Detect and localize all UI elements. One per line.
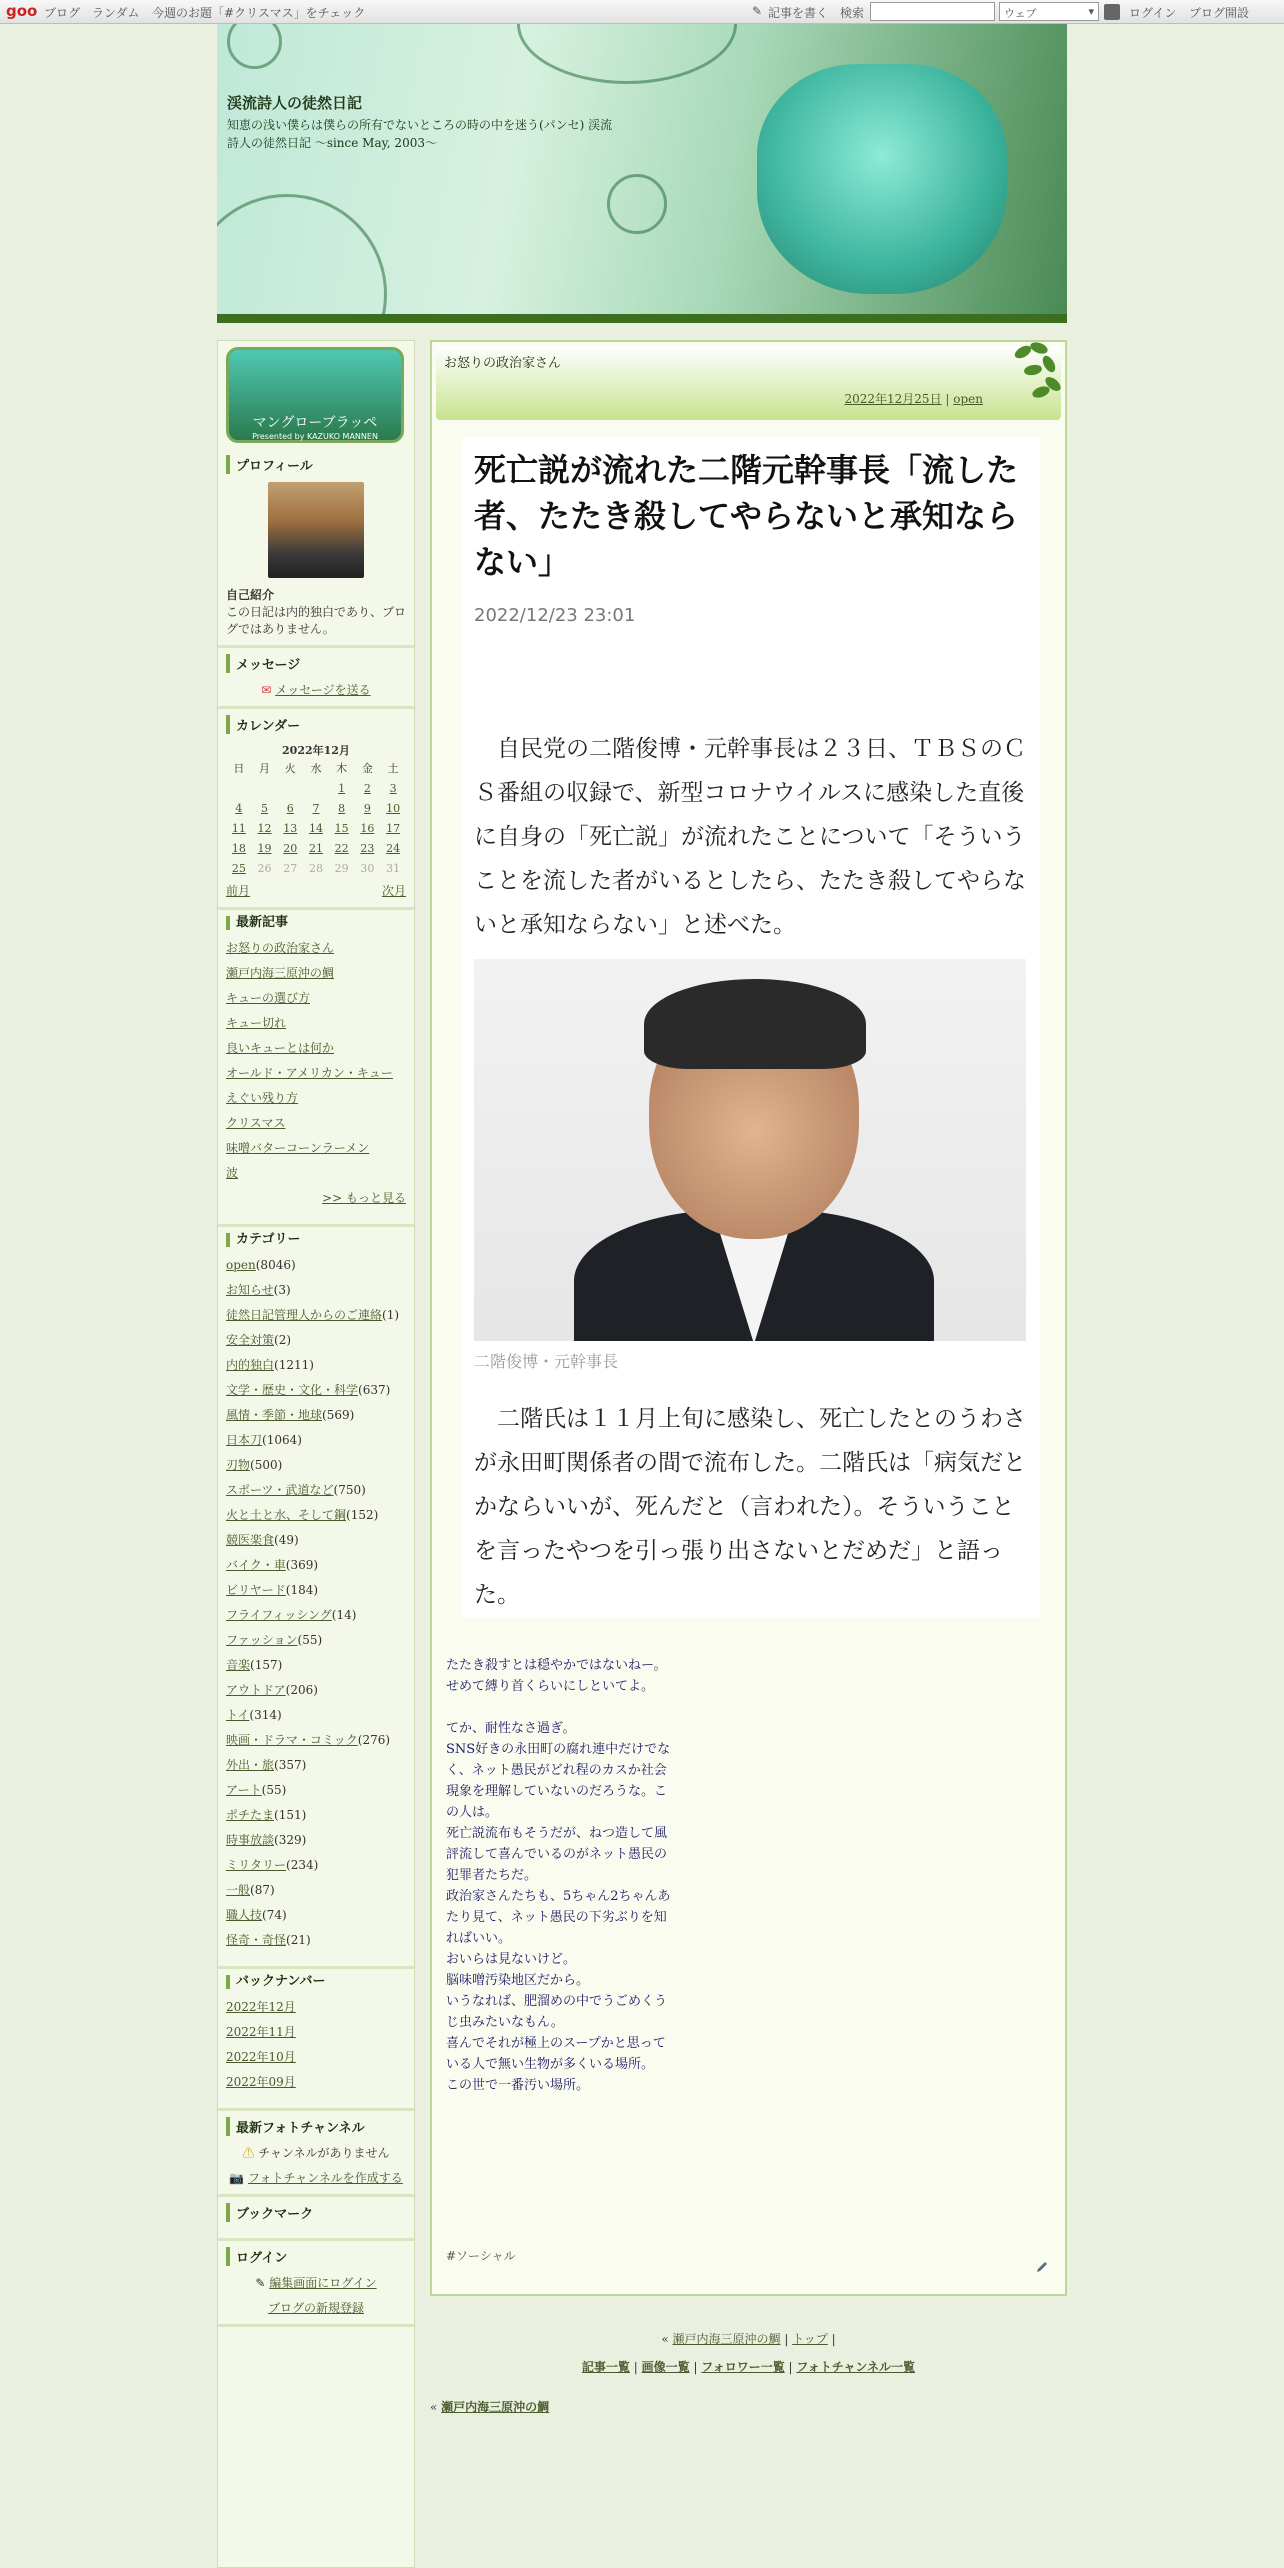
calendar-day[interactable]: 24 xyxy=(386,841,401,855)
category-count: (1) xyxy=(382,1308,400,1322)
calendar-day: 27 xyxy=(283,861,298,875)
post-navigation xyxy=(430,2325,1067,2381)
category-count: (184) xyxy=(285,1583,319,1597)
calendar-weekdays xyxy=(226,758,406,778)
category-count: (21) xyxy=(286,1933,311,1947)
calendar-day[interactable]: 19 xyxy=(257,841,272,855)
category-link[interactable]: ミリタリー xyxy=(226,1858,287,1872)
category-count: (3) xyxy=(273,1283,291,1297)
category-count: (357) xyxy=(274,1758,307,1772)
calendar-day: 30 xyxy=(360,861,375,875)
category-count: (152) xyxy=(346,1508,379,1522)
calendar-week xyxy=(226,798,406,818)
category-count: (55) xyxy=(297,1633,323,1647)
social-tag[interactable]: #ソーシャル xyxy=(446,2249,516,2263)
category-widget xyxy=(218,1227,414,1969)
calendar-day[interactable]: 13 xyxy=(283,821,298,835)
category-count: (569) xyxy=(322,1408,355,1422)
follower-list-link[interactable]: フォロワー一覧 xyxy=(701,2360,785,2374)
recent-post-link[interactable]: 良いキューとは何か xyxy=(226,1041,335,1055)
calendar-title: カレンダー xyxy=(226,715,406,734)
weekday: 日 xyxy=(233,762,245,775)
bottom-prev-link[interactable]: 瀬戸内海三原沖の鯛 xyxy=(441,2400,550,2414)
bookmark-widget xyxy=(218,2197,414,2241)
category-link[interactable]: 一般 xyxy=(226,1883,251,1897)
top-link[interactable]: トップ xyxy=(792,2332,828,2346)
write-post-link[interactable]: 記事を書く xyxy=(768,6,829,20)
category-link[interactable]: 映画・ドラマ・コミック xyxy=(226,1733,358,1747)
article-headline: 死亡説が流れた二階元幹事長「流した者、たたき殺してやらないと承知ならない」 xyxy=(474,451,1019,581)
calendar-day[interactable]: 25 xyxy=(231,861,246,875)
weekday: 木 xyxy=(336,762,348,775)
calendar-day[interactable]: 11 xyxy=(231,821,246,835)
header-bar xyxy=(217,314,1067,323)
edit-icon[interactable] xyxy=(1035,2260,1049,2274)
backnumber-link[interactable]: 2022年11月 xyxy=(226,2025,296,2039)
search-label: 検索 xyxy=(840,6,865,20)
author-comment: たたき殺すとは穏やかではないねー。 せめて縛り首くらいにしといてよ。 てか、耐性なさ過ぎ。 SNS好きの永田町の腐れ連中だけでなく、ネット愚民がどれ程のカスか社会現象を理解していないのだろうな。この人は。 死亡説流布もそうだが、ねつ造して風評流して喜んでいるのがネット愚民の犯罪者たちだ。 政治家さんたちも、5ちゃん2ちゃんあたり見て、ネット愚民の下劣ぶりを知ればいい。 おいらは見ないけど。 脳味噌汚染地区だから。 いうなれば、肥溜めの中でうごめくうじ虫みたいなもん。 喜んでそれが極上のスープかと思っている人で無い生物が多くいる場所。 この世で一番汚い場所。 xyxy=(446,1658,671,2093)
search-icon[interactable] xyxy=(1104,4,1120,20)
category-count: (234) xyxy=(286,1858,319,1872)
category-link[interactable]: フライフィッシング xyxy=(226,1608,332,1622)
calendar-day xyxy=(226,778,252,798)
category-link[interactable]: 時事放談 xyxy=(226,1833,275,1847)
recent-posts-widget xyxy=(218,910,414,1227)
category-link[interactable]: 外出・旅 xyxy=(226,1758,275,1772)
category-count: (157) xyxy=(250,1658,283,1672)
calendar-day[interactable]: 6 xyxy=(286,801,294,815)
category-count: (49) xyxy=(274,1533,299,1547)
topbar-link-blog[interactable]: ブログ xyxy=(44,6,81,20)
category-link[interactable]: 火と土と水、そして鋼 xyxy=(226,1508,347,1522)
calendar-day: 31 xyxy=(386,861,401,875)
backnumber-title: バックナンバー xyxy=(226,1975,406,1989)
calendar-week xyxy=(226,778,406,798)
calendar-day[interactable]: 23 xyxy=(360,841,375,855)
calendar-day[interactable]: 4 xyxy=(235,801,243,815)
calendar-day[interactable]: 3 xyxy=(389,781,397,795)
message-widget xyxy=(218,648,414,709)
category-count: (276) xyxy=(357,1733,391,1747)
calendar-day xyxy=(277,778,303,798)
search-scope-value: ウェブ xyxy=(1004,7,1037,20)
mandala-decoration xyxy=(217,194,387,314)
profile-title: プロフィール xyxy=(226,455,406,474)
recent-post-link[interactable]: クリスマス xyxy=(226,1116,286,1130)
category-link[interactable]: アート xyxy=(226,1783,262,1797)
category-link[interactable]: 風情・季節・地球 xyxy=(226,1408,323,1422)
category-link[interactable]: 刃物 xyxy=(226,1458,251,1472)
chevron-down-icon: ▾ xyxy=(1088,5,1094,18)
category-link[interactable]: トイ xyxy=(226,1708,250,1722)
category-count: (1211) xyxy=(274,1358,314,1372)
blog-header xyxy=(217,24,1067,314)
recent-post-link[interactable]: 味噌バターコーンラーメン xyxy=(226,1141,370,1155)
category-link[interactable]: 競医楽食 xyxy=(226,1533,275,1547)
weekday: 火 xyxy=(284,762,296,775)
category-count: (55) xyxy=(261,1783,287,1797)
category-link[interactable]: 内的独白 xyxy=(226,1358,275,1372)
calendar-day[interactable]: 8 xyxy=(338,801,346,815)
entry-meta: 2022年12月25日 | open xyxy=(844,392,983,406)
backnumber-widget xyxy=(218,1969,414,2111)
category-link[interactable]: 音楽 xyxy=(226,1658,251,1672)
article-photo xyxy=(474,959,1026,1341)
mail-icon: ✉ xyxy=(261,683,272,697)
calendar-day[interactable]: 17 xyxy=(386,821,401,835)
calendar-day[interactable]: 9 xyxy=(363,801,371,815)
calendar-day[interactable]: 2 xyxy=(363,781,371,795)
avatar[interactable] xyxy=(268,482,364,578)
create-photo-channel-link[interactable]: フォトチャンネルを作成する xyxy=(248,2171,403,2185)
intro-label: 自己紹介 xyxy=(226,588,275,602)
calendar-prev-link[interactable]: 前月 xyxy=(226,884,251,898)
calendar-week xyxy=(226,818,406,838)
category-link[interactable]: 徒然日記管理人からのご連絡 xyxy=(226,1308,383,1322)
camera-icon: 📷 xyxy=(229,2171,245,2185)
category-link[interactable]: ファッション xyxy=(226,1633,298,1647)
calendar-day: 28 xyxy=(308,861,323,875)
backnumber-link[interactable]: 2022年10月 xyxy=(226,2050,296,2064)
recent-post-link[interactable]: 瀬戸内海三原沖の鯛 xyxy=(226,966,335,980)
main-entry xyxy=(430,340,1067,2296)
category-link[interactable]: お知らせ xyxy=(226,1283,274,1297)
recent-post-link[interactable]: オールド・アメリカン・キュー xyxy=(226,1066,393,1080)
recent-post-link[interactable]: キューの選び方 xyxy=(226,991,311,1005)
article-paragraph: 二階氏は１１月上旬に感染し、死亡したとのうわさが永田町関係者の間で流布した。二階氏は「病気だとかならいいが、死んだと（言われた）。そういうことを言ったやつを引っ張り出さないとだめだ」と語った。 xyxy=(474,1406,1026,1608)
calendar-month: 2022年12月 xyxy=(282,744,350,757)
category-link[interactable]: 文学・歴史・文化・科学 xyxy=(226,1383,359,1397)
category-title: カテゴリー xyxy=(226,1233,406,1247)
calendar-table xyxy=(226,758,406,878)
send-message-link[interactable]: メッセージを送る xyxy=(275,683,371,697)
more-posts-link[interactable]: >> もっと見る xyxy=(322,1191,406,1205)
profile-widget xyxy=(218,449,414,648)
top-bar xyxy=(0,0,1284,24)
calendar-day[interactable]: 16 xyxy=(360,821,375,835)
recent-post-link[interactable]: えぐい残り方 xyxy=(226,1091,299,1105)
search-input[interactable] xyxy=(870,2,995,21)
calendar-day xyxy=(252,778,278,798)
open-blog-link[interactable]: ブログ開設 xyxy=(1189,6,1250,20)
intro-text: この日記は内的独白であり、ブログではありません。 xyxy=(226,605,407,636)
category-link[interactable]: スポーツ・武道など xyxy=(226,1483,334,1497)
category-count: (500) xyxy=(250,1458,283,1472)
mandala-decoration xyxy=(607,174,667,234)
nav-row: 記事一覧 | 画像一覧 | フォロワー一覧 | フォトチャンネル一覧 xyxy=(581,2360,916,2374)
prev-post-link[interactable]: 瀬戸内海三原沖の鯛 xyxy=(672,2332,781,2346)
entry-date-link[interactable]: 2022年12月25日 xyxy=(844,392,942,406)
category-link[interactable]: 日本刀 xyxy=(226,1433,263,1447)
category-link[interactable]: アウトドア xyxy=(226,1683,286,1697)
calendar-next-link[interactable]: 次月 xyxy=(381,884,406,898)
search-scope-select[interactable] xyxy=(999,2,1099,21)
blog-description: 知恵の浅い僕らは僕らの所有でないところの時の中を迷う(パンセ) 渓流詩人の徒然日記 ～since May, 2003～ xyxy=(227,118,613,150)
category-count: (2) xyxy=(274,1333,292,1347)
nav-row: « 瀬戸内海三原沖の鯛 | トップ | xyxy=(661,2332,836,2346)
category-count: (74) xyxy=(262,1908,287,1922)
message-title: メッセージ xyxy=(226,654,406,673)
category-link[interactable]: 職人技 xyxy=(226,1908,263,1922)
bookmark-title: ブックマーク xyxy=(226,2203,406,2222)
category-count: (14) xyxy=(331,1608,357,1622)
category-count: (329) xyxy=(274,1833,307,1847)
category-link[interactable]: open xyxy=(226,1258,256,1272)
backnumber-link[interactable]: 2022年09月 xyxy=(226,2075,296,2089)
category-link[interactable]: バイク・車 xyxy=(226,1558,286,1572)
login-link[interactable]: ログイン xyxy=(1129,6,1177,20)
calendar-day[interactable]: 14 xyxy=(308,821,323,835)
calendar-day[interactable]: 7 xyxy=(312,801,320,815)
category-count: (369) xyxy=(285,1558,319,1572)
calendar-day[interactable]: 20 xyxy=(283,841,298,855)
entry-header xyxy=(436,346,1061,420)
mandala-decoration xyxy=(227,24,282,69)
calendar-day xyxy=(303,778,329,798)
post-list-link[interactable]: 記事一覧 xyxy=(581,2360,630,2374)
category-count: (151) xyxy=(274,1808,307,1822)
photo-channel-title: 最新フォトチャンネル xyxy=(226,2117,406,2136)
calendar-day[interactable]: 12 xyxy=(257,821,272,835)
backnumber-link[interactable]: 2022年12月 xyxy=(226,2000,296,2014)
category-count: (87) xyxy=(250,1883,275,1897)
recent-post-link[interactable]: 波 xyxy=(226,1166,239,1180)
photo-channel-list-link[interactable]: フォトチャンネル一覧 xyxy=(796,2360,916,2374)
entry-category-link[interactable]: open xyxy=(953,392,983,406)
weekday: 土 xyxy=(387,762,399,775)
category-link[interactable]: ポチたま xyxy=(226,1808,275,1822)
pencil-icon: ✎ xyxy=(255,2276,266,2290)
sidebar xyxy=(217,340,415,2568)
category-count: (314) xyxy=(249,1708,282,1722)
image-list-link[interactable]: 画像一覧 xyxy=(641,2360,690,2374)
calendar-day[interactable]: 1 xyxy=(338,781,346,795)
category-link[interactable]: ビリヤード xyxy=(226,1583,286,1597)
category-count: (1064) xyxy=(262,1433,302,1447)
bottom-prev: « 瀬戸内海三原沖の鯛 xyxy=(430,2400,550,2414)
banner-subtitle: Presented by KAZUKO MANNEN xyxy=(252,432,378,441)
calendar-day[interactable]: 5 xyxy=(261,801,269,815)
topbar-link-topic[interactable]: 今週のお題「#クリスマス」をチェック xyxy=(152,6,366,20)
blog-title[interactable]: 渓流詩人の徒然日記 xyxy=(227,94,363,112)
mandala-decoration xyxy=(517,24,737,84)
register-blog-link[interactable]: ブログの新規登録 xyxy=(267,2301,364,2315)
login-widget xyxy=(218,2241,414,2327)
recent-post-link[interactable]: お怒りの政治家さん xyxy=(226,941,335,955)
weekday: 水 xyxy=(310,762,322,775)
photo-caption: 二階俊博・元幹事長 xyxy=(474,1352,619,1371)
calendar-day[interactable]: 21 xyxy=(308,841,323,855)
article-paragraph: 自民党の二階俊博・元幹事長は２３日、ＴＢＳのＣＳ番組の収録で、新型コロナウイルスに感染した直後に自身の「死亡説」が流れたことについて「そういうことを流した者がいるとしたら、たたき殺してやらないと承知ならない」と述べた。 xyxy=(474,736,1026,938)
calendar-day[interactable]: 15 xyxy=(334,821,349,835)
photo-hair xyxy=(644,979,866,1069)
banner-title: マングローブラッペ xyxy=(252,415,378,431)
calendar-day: 26 xyxy=(257,861,272,875)
calendar-day: 29 xyxy=(334,861,349,875)
login-title: ログイン xyxy=(226,2247,406,2266)
sidebar-banner[interactable] xyxy=(226,347,404,443)
leaf-icon xyxy=(1003,334,1073,404)
calendar-week xyxy=(226,838,406,858)
category-count: (8046) xyxy=(255,1258,296,1272)
weekday: 金 xyxy=(361,762,373,775)
edit-login-link[interactable]: 編集画面にログイン xyxy=(269,2276,377,2290)
calendar-day[interactable]: 10 xyxy=(386,801,401,815)
category-link[interactable]: 安全対策 xyxy=(226,1333,275,1347)
category-count: (750) xyxy=(333,1483,366,1497)
embedded-article xyxy=(462,437,1040,1617)
entry-title: お怒りの政治家さん xyxy=(444,356,562,371)
photo-channel-widget xyxy=(218,2111,414,2197)
calendar-day[interactable]: 18 xyxy=(231,841,246,855)
category-link[interactable]: 怪奇・奇怪 xyxy=(226,1933,287,1947)
recent-posts-title: 最新記事 xyxy=(226,916,406,930)
calendar-day[interactable]: 22 xyxy=(334,841,349,855)
recent-post-link[interactable]: キュー切れ xyxy=(226,1016,287,1030)
no-channel-text: チャンネルがありません xyxy=(258,2146,390,2160)
article-date: 2022/12/23 23:01 xyxy=(474,605,636,626)
goo-logo[interactable]: goo xyxy=(6,2,38,20)
header-dessert-image xyxy=(757,64,1007,294)
weekday: 月 xyxy=(259,762,271,775)
calendar-week xyxy=(226,858,406,878)
pencil-icon: ✎ xyxy=(752,4,763,18)
category-count: (637) xyxy=(358,1383,391,1397)
category-count: (206) xyxy=(285,1683,318,1697)
calendar-widget xyxy=(218,709,414,910)
warning-icon: ⚠ xyxy=(242,2146,255,2160)
topbar-link-random[interactable]: ランダム xyxy=(92,6,140,20)
